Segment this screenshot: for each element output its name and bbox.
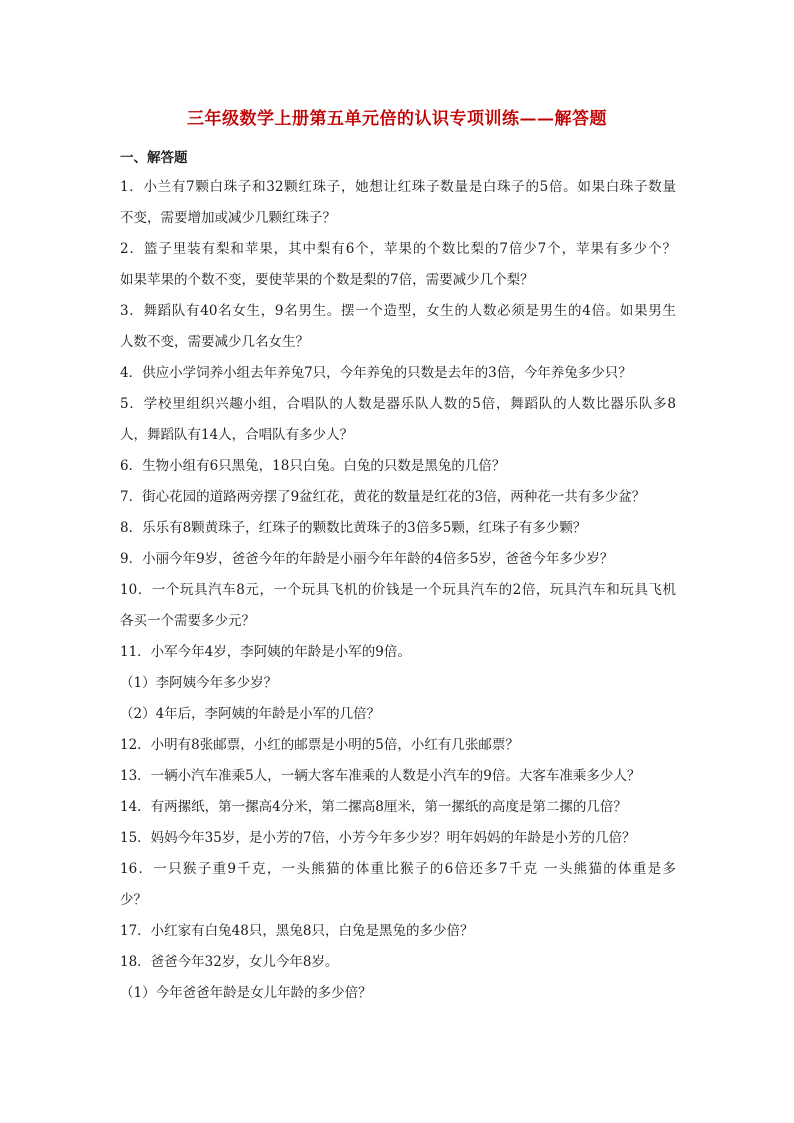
sub-question-line: （1）今年爸爸年龄是女儿年龄的多少倍？ (120, 985, 372, 1001)
question-line: 2．篮子里装有梨和苹果，其中梨有6个，苹果的个数比梨的7倍少7个，苹果有多少个？ (120, 241, 676, 257)
question-line: 6．生物小组有6只黑兔，18只白兔。白兔的只数是黑兔的几倍？ (120, 458, 506, 474)
section-heading: 一、解答题 (120, 150, 188, 166)
question-line: 少？ (120, 892, 147, 908)
question-line: 各买一个需要多少元？ (120, 613, 255, 629)
question-line: 如果苹果的个数不变，要使苹果的个数是梨的7倍，需要减少几个梨？ (120, 272, 534, 288)
document-title: 三年级数学上册第五单元倍的认识专项训练——解答题 (187, 109, 607, 129)
question-line: 4．供应小学饲养小组去年养兔7只，今年养兔的只数是去年的3倍，今年养兔多少只？ (120, 365, 632, 381)
question-line: 5．学校里组织兴趣小组，合唱队的人数是器乐队人数的5倍，舞蹈队的人数比器乐队多8 (120, 396, 676, 412)
question-line: 13．一辆小汽车准乘5人，一辆大客车准乘的人数是小汽车的9倍。大客车准乘多少人？ (120, 768, 641, 784)
question-line: 1．小兰有7颗白珠子和32颗红珠子，她想让红珠子数量是白珠子的5倍。如果白珠子数量 (120, 179, 676, 195)
question-line: 17．小红家有白兔48只，黑兔8只，白兔是黑兔的多少倍？ (120, 923, 474, 939)
sub-question-line: （2）4年后，李阿姨的年龄是小军的几倍？ (120, 706, 381, 722)
question-line: 15．妈妈今年35岁，是小芳的7倍，小芳今年多少岁？明年妈妈的年龄是小芳的几倍？ (120, 830, 636, 846)
question-line: 7．街心花园的道路两旁摆了9盆红花，黄花的数量是红花的3倍，两种花一共有多少盆？ (120, 489, 646, 505)
question-line: 16．一只猴子重9千克，一头熊猫的体重比猴子的6倍还多7千克 一头熊猫的体重是多 (120, 861, 676, 877)
question-line: 人数不变，需要减少几名女生？ (120, 334, 309, 350)
question-line: 3．舞蹈队有40名女生，9名男生。摆一个造型，女生的人数必须是男生的4倍。如果男生 (120, 303, 676, 319)
question-line: 不变，需要增加或减少几颗红珠子？ (120, 210, 336, 226)
question-line: 11．小军今年4岁，李阿姨的年龄是小军的9倍。 (120, 644, 411, 660)
question-line: 12．小明有8张邮票，小红的邮票是小明的5倍，小红有几张邮票？ (120, 737, 519, 753)
question-line: 10．一个玩具汽车8元，一个玩具飞机的价钱是一个玩具汽车的2倍，玩具汽车和玩具飞机 (120, 582, 676, 598)
question-line: 14．有两摞纸，第一摞高4分米，第二摞高8厘米，第一摞纸的高度是第二摞的几倍？ (120, 799, 627, 815)
question-line: 18．爸爸今年32岁，女儿今年8岁。 (120, 954, 339, 970)
question-line: 人，舞蹈队有14人，合唱队有多少人？ (120, 427, 354, 443)
sub-question-line: （1）李阿姨今年多少岁？ (120, 675, 278, 691)
question-list (120, 172, 676, 1009)
question-line: 9．小丽今年9岁，爸爸今年的年龄是小丽今年年龄的4倍多5岁，爸爸今年多少岁？ (120, 551, 614, 567)
question-line: 8．乐乐有8颗黄珠子，红珠子的颗数比黄珠子的3倍多5颗，红珠子有多少颗？ (120, 520, 587, 536)
